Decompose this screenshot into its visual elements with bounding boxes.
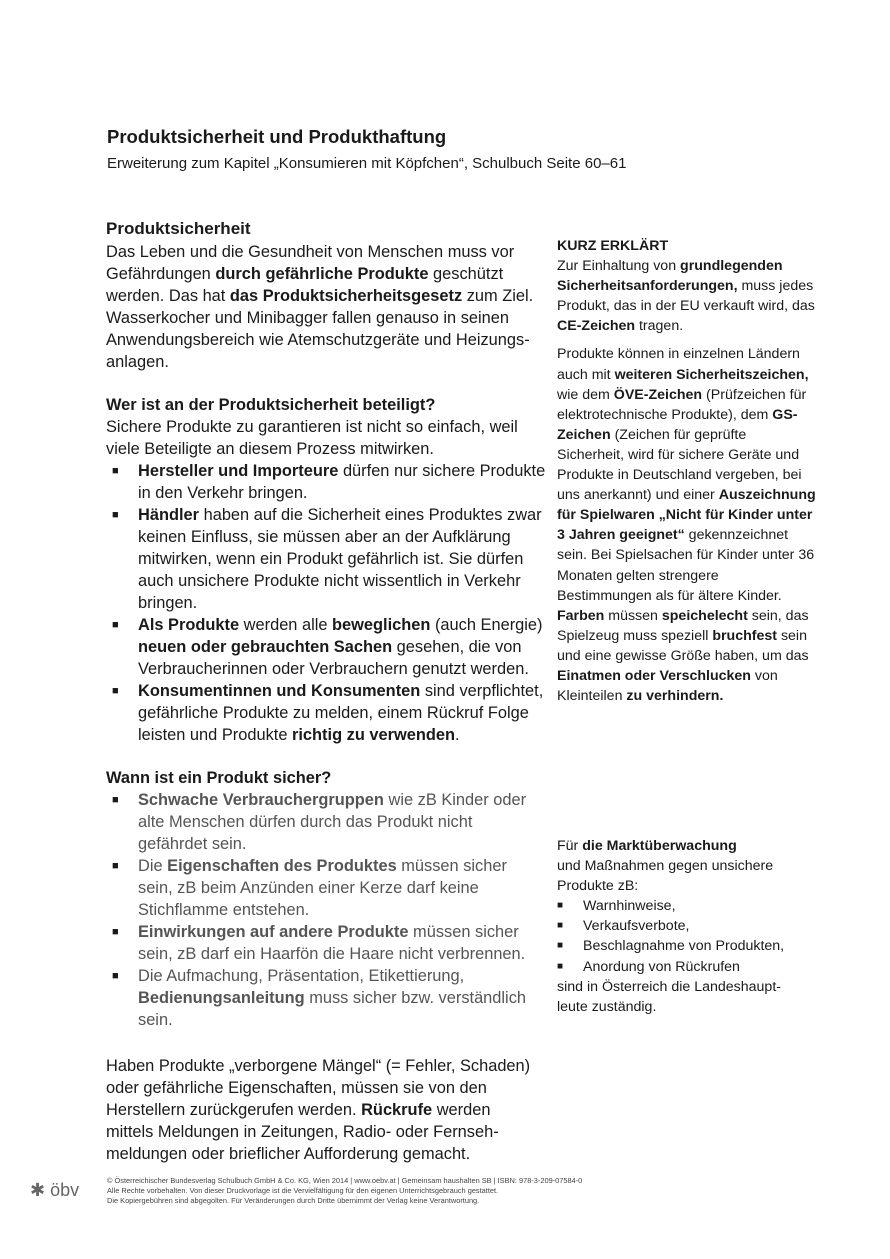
text-run: gekennzeichnet sein. Bei Spielsachen für Kinder unter 36 Monaten gelten strengere Bestimmungen als für ältere Kinder. [557, 527, 815, 604]
text-run: GS-Zeichen [557, 406, 798, 443]
page-subtitle: Erweiterung zum Kapitel „Konsumieren mit Köpfchen“, Schulbuch Seite 60–61 [107, 155, 627, 172]
list-item: ■ Schwache Verbrauchergruppen wie zB Kinder oder alte Menschen dürfen durch das Produkt nicht gefährdet sein. [112, 791, 527, 853]
text-run: Einatmen oder Verschlucken [557, 667, 751, 684]
sparkle-icon: ✱ [30, 1180, 46, 1200]
text-run: wie dem [557, 386, 614, 403]
publisher-logo [30, 1180, 79, 1201]
list-item: ■ Konsumentinnen und Konsumenten sind verpflichtet, gefährliche Produkte zu melden, einem Rückruf Folge leisten und Produkte richtig zu verwenden. [112, 682, 544, 744]
text-run: ÖVE-Zeichen [613, 386, 703, 403]
recall-line: oder gefährliche Eigenschaften, müssen sie von den [106, 1079, 487, 1097]
recall-line: Herstellern zurückgerufen werden. Rückrufe werden [106, 1101, 491, 1119]
text-run: tragen. [635, 318, 684, 335]
when-list [106, 789, 546, 1031]
text-run: sein und eine gewisse Größe haben, um das [557, 627, 809, 664]
square-bullet-icon: ■ [112, 970, 119, 982]
section-title: Produktsicherheit [106, 219, 251, 238]
recall-line: Haben Produkte „verborgene Mängel“ (= Fehler, Schaden) [106, 1057, 531, 1075]
square-bullet-icon: ■ [112, 860, 119, 872]
main-column [106, 218, 546, 1165]
recall-line: meldungen oder brieflicher Aufforderung gemacht. [106, 1145, 471, 1163]
text-run: müssen [604, 607, 662, 624]
text-run: Produkte können in einzelnen Ländern auch mit [557, 346, 800, 383]
list-item: ■ Hersteller und Importeure dürfen nur sichere Produkte in den Verkehr bringen. [112, 462, 546, 502]
footer-line: Die Kopiergebühren sind abgegolten. Für Veränderungen durch Dritte übernimmt der Verlag keine Verantwortung. [107, 1196, 480, 1205]
who-heading: Wer ist an der Produktsicherheit beteiligt? [106, 396, 436, 414]
text-run: CE-Zeichen [557, 318, 636, 335]
square-bullet-icon: ■ [557, 960, 564, 972]
text-run: grundlegenden Sicherheitsanforderungen, [557, 258, 783, 295]
list-item: ■ Händler haben auf die Sicherheit eines Produktes zwar keinen Einfluss, sie müssen aber an der Aufklärung mitwirken, wenn ein Produkt gefährlich ist. Sie dürfen auch unsichere Produkte nicht wissentlich in Verkehr bringen. [112, 506, 542, 612]
text-run: Auszeichnung für Spielwaren „Nicht für Kinder unter 3 Jahren geeignet“ [557, 487, 816, 544]
intro-line: Das Leben und die Gesundheit von Menschen muss vor [106, 243, 515, 261]
text-run: weiteren Sicherheitszeichen, [614, 366, 809, 383]
text-run: speichelecht [661, 607, 748, 624]
square-bullet-icon: ■ [557, 920, 564, 932]
square-bullet-icon: ■ [112, 619, 119, 631]
text-run: (Prüfzeichen für elektrotechnische Produkte), dem [557, 386, 807, 423]
kurz-heading: KURZ ERKLÄRT [557, 238, 669, 254]
markt-line: leute zuständig. [557, 998, 657, 1015]
text-run: zu verhindern. [626, 688, 724, 705]
footer-line: © Österreichischer Bundesverlag Schulbuch GmbH & Co. KG, Wien 2014 | www.oebv.at | Gemeinsam haushalten SB | ISBN: 978-3-209-07584-0 [107, 1176, 583, 1185]
markt-line: Produkte zB: [557, 878, 639, 895]
footer-line: Alle Rechte vorbehalten. Von dieser Druckvorlage ist die Vervielfältigung für den eigenen Unterrichtsgebrauch gestattet. [107, 1186, 499, 1195]
square-bullet-icon: ■ [112, 509, 119, 521]
text-run: sein, das Spielzeug muss speziell [557, 607, 809, 644]
text-run: von Kleinteilen [557, 667, 778, 705]
square-bullet-icon: ■ [557, 940, 564, 952]
intro-line: werden. Das hat das Produktsicherheitsgesetz zum Ziel. [106, 287, 534, 305]
list-item: ■ Einwirkungen auf andere Produkte müssen sicher sein, zB darf ein Haarfön die Haare nicht verbrennen. [112, 923, 526, 963]
kurz-paragraph-2 [557, 344, 817, 706]
list-item: ■ Die Eigenschaften des Produktes müssen sicher sein, zB beim Anzünden einer Kerze darf keine Stichflamme entstehen. [112, 857, 507, 919]
markt-line: und Maßnahmen gegen unsichere [557, 858, 774, 875]
intro-line: Gefährdungen durch gefährliche Produkte geschützt [106, 265, 504, 283]
footer-copyright [107, 1176, 582, 1206]
list-item: ■ Verkaufsverbote, [557, 916, 817, 936]
text-run: bruchfest [712, 627, 777, 644]
markt-list [557, 896, 817, 976]
kurz-paragraph-1 [557, 256, 817, 336]
square-bullet-icon: ■ [557, 900, 564, 912]
text-run: Zur Einhaltung von [557, 258, 681, 275]
text-run: Farben [557, 607, 605, 624]
who-text: Sichere Produkte zu garantieren ist nicht so einfach, weil [106, 418, 518, 436]
text-run: (Zeichen für geprüfte Sicherheit, wird für sichere Geräte und Produkte in Deutschland vergeben, bei uns anerkannt) und einer [557, 426, 802, 504]
logo-text: öbv [50, 1180, 80, 1200]
list-item: ■ Als Produkte werden alle beweglichen (auch Energie) neuen oder gebrauchten Sachen gesehen, die von Verbraucherinnen oder Verbrauchern genutzt werden. [112, 616, 543, 678]
list-item: ■ Warnhinweise, [557, 896, 817, 916]
list-item: ■ Anordung von Rückrufen [557, 957, 817, 977]
who-list [106, 460, 546, 746]
intro-line: Wasserkocher und Minibagger fallen genauso in seinen [106, 309, 510, 327]
who-text: viele Beteiligte an diesem Prozess mitwirken. [106, 440, 434, 458]
marktueberwachung-box [557, 836, 817, 1017]
square-bullet-icon: ■ [112, 685, 119, 697]
markt-line: Für die Marktüberwachung [557, 838, 737, 854]
square-bullet-icon: ■ [112, 926, 119, 938]
intro-line: Anwendungsbereich wie Atemschutzgeräte und Heizungs- [106, 331, 530, 349]
square-bullet-icon: ■ [112, 465, 119, 477]
intro-line: anlagen. [106, 353, 169, 371]
list-item: ■ Die Aufmachung, Präsentation, Etikettierung, Bedienungsanleitung muss sicher bzw. verständlich sein. [112, 967, 527, 1029]
recall-line: mittels Meldungen in Zeitungen, Radio- oder Fernseh- [106, 1123, 499, 1141]
list-item: ■ Beschlagnahme von Produkten, [557, 936, 817, 956]
page-title: Produktsicherheit und Produkthaftung [107, 126, 447, 147]
square-bullet-icon: ■ [112, 794, 119, 806]
kurz-erklaert-box [557, 236, 817, 706]
markt-line: sind in Österreich die Landeshaupt- [557, 978, 781, 995]
when-heading: Wann ist ein Produkt sicher? [106, 769, 332, 787]
text-run: muss jedes Produkt, das in der EU verkauft wird, das [557, 278, 815, 315]
